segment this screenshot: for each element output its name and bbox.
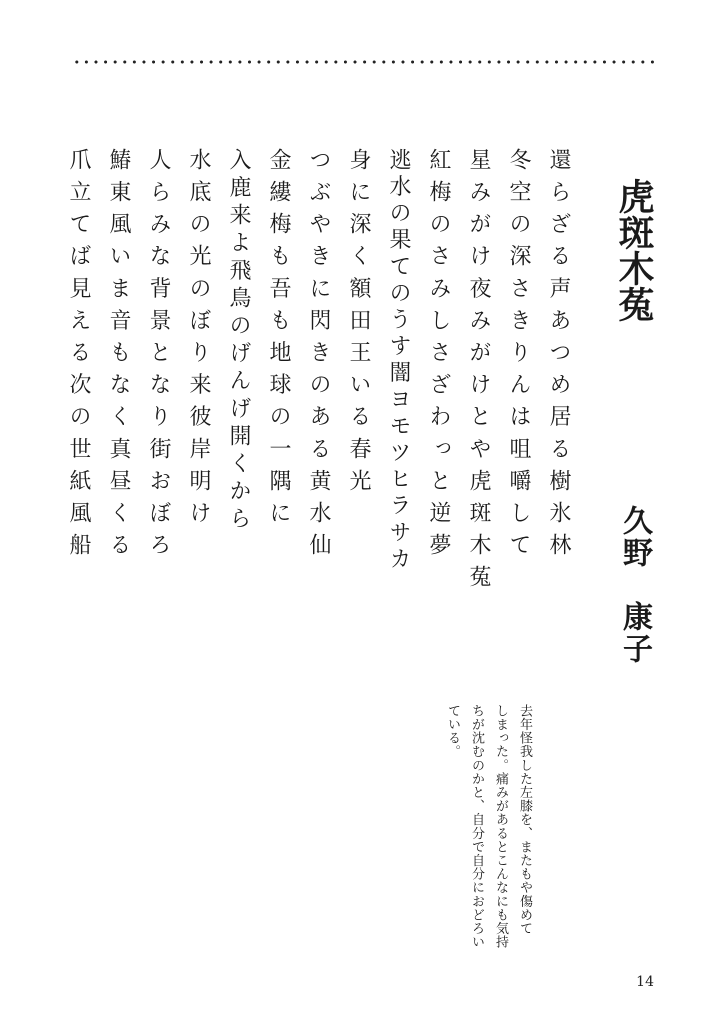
poem-line: 人らみな背景となり街おぼろ — [146, 148, 171, 566]
poem-line: 星みがけ夜みがけとや虎斑木菟 — [466, 148, 491, 598]
poem-line: 冬空の深さきりんは咀嚼して — [506, 148, 531, 566]
page-number: 14 — [636, 974, 654, 990]
poem-block — [58, 148, 578, 598]
note-line: ちが沈むのかと、自分で自分におどろい — [469, 704, 484, 949]
prose-note — [440, 704, 536, 964]
note-line: しまった。痛みがあるとこんなにも気持 — [493, 704, 508, 949]
poem-line: 爪立てば見える次の世紙風船 — [66, 148, 91, 566]
note-line: ている。 — [445, 704, 460, 759]
poem-line: 水底の光のぼり来彼岸明け — [186, 148, 211, 534]
poem-line: 鰆東風いま音もなく真昼くる — [106, 148, 131, 566]
note-line: 去年怪我した左膝を、またもや傷めて — [517, 704, 532, 936]
author-name: 久野 康子 — [617, 505, 652, 665]
poem-line: 身に深く額田王いる春光 — [346, 148, 371, 502]
poem-line: 逃水の果てのうす闇ヨモツヒラサカ — [386, 148, 411, 574]
poem-line: つぶやきに閃きのある黄水仙 — [306, 148, 331, 566]
page-title: 虎斑木菟 — [613, 178, 655, 322]
poem-line: 入鹿来よ飛鳥のげんげ開くから — [226, 148, 251, 535]
dotted-rule — [72, 60, 656, 64]
poem-line: 紅梅のさみしさざわっと逆夢 — [426, 148, 451, 566]
poem-line: 金縷梅も吾も地球の一隅に — [266, 148, 291, 534]
poem-line: 還らざる声あつめ居る樹氷林 — [546, 148, 571, 566]
